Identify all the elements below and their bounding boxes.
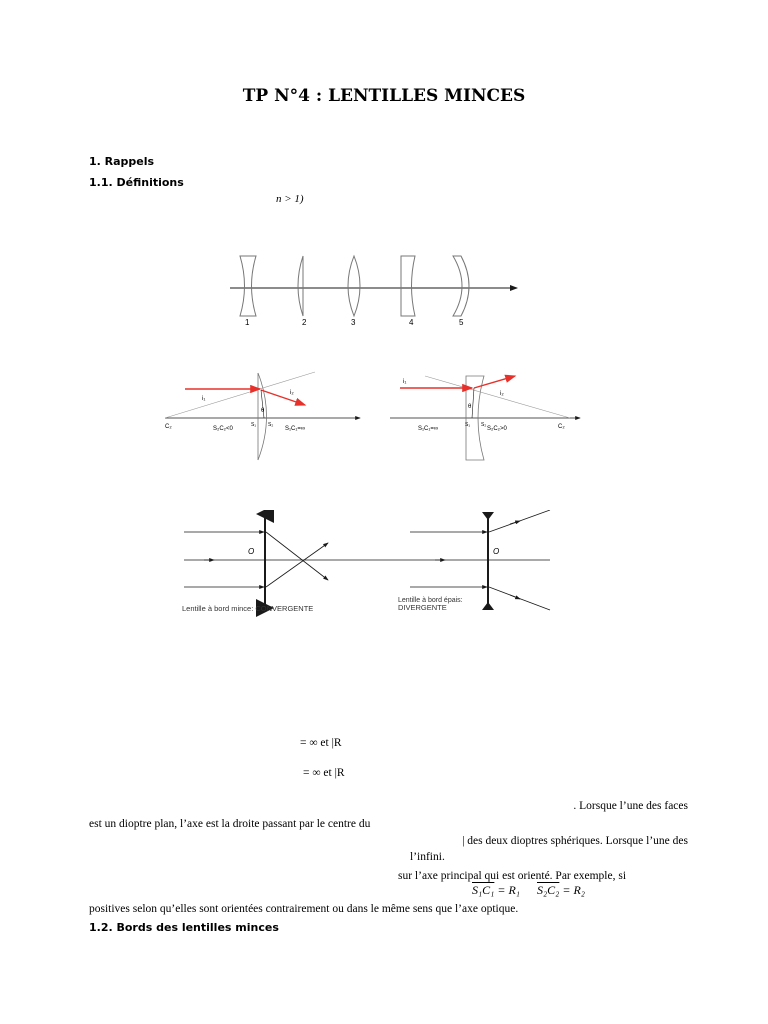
lens-plano-convex — [298, 256, 303, 316]
label-s1c1-inf-right: S₁C₁=∞ — [418, 426, 439, 432]
angle-i1-left: i₁ — [202, 396, 206, 402]
text-line-f: positives selon qu’elles sont orientées contrairement ou dans le même sens que l’axe optique. — [89, 903, 519, 915]
text-inf-1: = ∞ et |R — [300, 737, 342, 749]
thin-lens-figure — [180, 510, 555, 620]
lens-label-5: 5 — [459, 318, 464, 327]
angle-i1-right: i₁ — [403, 379, 407, 385]
lens-shapes-figure — [225, 250, 525, 330]
equation-s1c1-lhs: S₁C₁ — [472, 883, 495, 897]
convergent-lens-diagram — [182, 514, 340, 613]
lens-label-3: 3 — [351, 318, 356, 327]
s1-left: S₁ — [251, 422, 257, 428]
text-inf-2: = ∞ et |R — [303, 767, 345, 779]
caption-divergent-line1: Lentille à bord épais: — [398, 597, 463, 604]
center-o-convergent: O — [248, 547, 255, 556]
text-line-c: | des deux dioptres sphériques. Lorsque l’une des — [462, 835, 688, 847]
text-line-b: est un dioptre plan, l’axe est la droite passant par le centre du — [89, 818, 371, 830]
caption-divergent-line2: DIVERGENTE — [398, 603, 447, 612]
equation-s1c1 — [472, 883, 520, 898]
angle-i2-left: i₂ — [290, 390, 294, 396]
lens-label-1: 1 — [245, 318, 250, 327]
dioptre-left-diagram — [165, 372, 360, 460]
lens-biconcave — [240, 256, 256, 316]
equation-s1c1-rhs: = R₁ — [494, 883, 520, 897]
section-heading-rappels: 1. Rappels — [89, 155, 155, 168]
s1-right: S₁ — [465, 422, 471, 428]
center-c2-left: C₂ — [165, 424, 172, 430]
equation-s2c2-rhs: = R₂ — [559, 883, 585, 897]
angle-theta-left: θ — [261, 408, 265, 414]
lens-plano-concave — [401, 256, 415, 316]
lens-biconvex — [348, 256, 360, 316]
s2-right: S₂ — [481, 422, 487, 428]
caption-convergent: Lentille à bord mince: CONVERGENTE — [182, 604, 314, 613]
text-line-a: . Lorsque l’une des faces — [573, 800, 688, 812]
s2-left: S₂ — [268, 422, 274, 428]
angle-i2-right: i₂ — [500, 391, 504, 397]
divergent-lens-diagram — [340, 510, 550, 612]
dioptre-figure — [160, 368, 590, 463]
angle-theta-right: θ — [468, 404, 472, 410]
lens-label-2: 2 — [302, 318, 307, 327]
page-title: TP N°4 : LENTILLES MINCES — [242, 86, 526, 106]
label-s2c2-pos: S₂C₂>0 — [487, 426, 507, 432]
center-o-divergent: O — [493, 547, 500, 556]
index-condition: n > 1) — [276, 193, 304, 205]
lens-label-4: 4 — [409, 318, 414, 327]
dioptre-right-diagram — [390, 376, 580, 460]
text-line-e: sur l’axe principal qui est orienté. Par exemple, si — [398, 870, 627, 882]
label-s1c1-inf-left: S₁C₁=∞ — [285, 426, 306, 432]
section-heading-bords: 1.2. Bords des lentilles minces — [89, 921, 279, 934]
center-c2-right: C₂ — [558, 424, 565, 430]
text-line-d: l’infini. — [410, 851, 445, 863]
label-s2c2-neg: S₂C₂<0 — [213, 426, 233, 432]
lens-meniscus — [453, 256, 469, 316]
equation-s2c2 — [537, 883, 585, 898]
equation-s2c2-lhs: S₂C₂ — [537, 883, 560, 897]
section-heading-definitions: 1.1. Définitions — [89, 176, 184, 189]
